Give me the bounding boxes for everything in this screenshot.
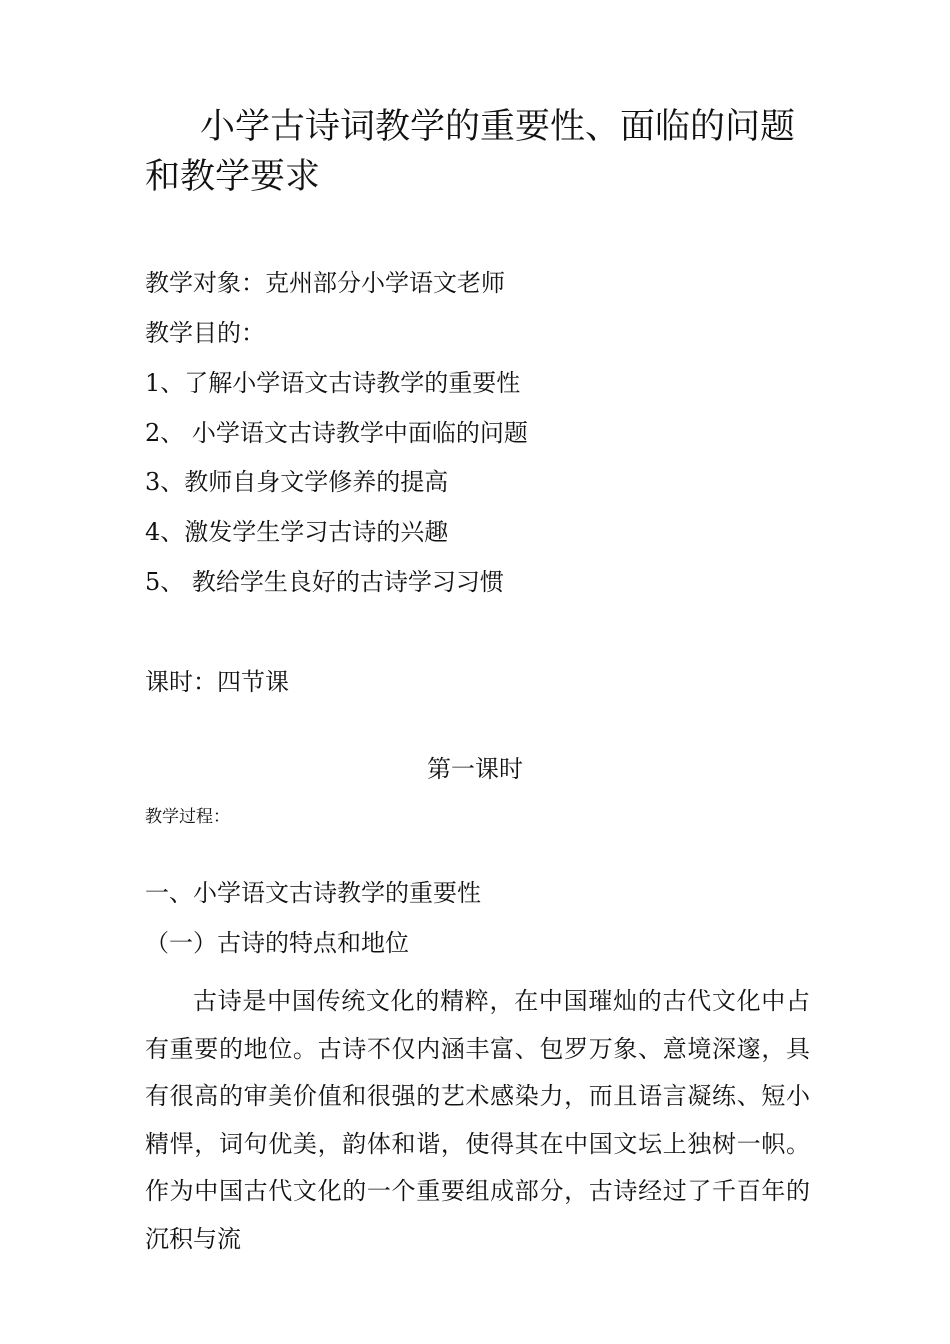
section-heading: 一、小学语文古诗教学的重要性	[145, 879, 481, 907]
lesson-title: 第一课时	[427, 755, 523, 783]
body-paragraph: 古诗是中国传统文化的精粹，在中国璀灿的古代文化中占有重要的地位。古诗不仅内涵丰富、包罗万象、意境深邃，具有很高的审美价值和很强的艺术感染力，而且语言凝练、短小精悍，词句优美，韵体和谐，使得其在中国文坛上独树一帜。作为中国古代文化的一个重要组成部分，古诗经过了千百年的沉积与流	[145, 987, 810, 1253]
process-label: 教学过程：	[145, 807, 230, 827]
teaching-audience: 教学对象：克州部分小学语文老师	[145, 269, 505, 297]
objective-item: 1、了解小学语文古诗教学的重要性	[145, 369, 521, 397]
subsection-heading: （一）古诗的特点和地位	[145, 929, 409, 957]
objective-item: 3、教师自身文学修养的提高	[145, 468, 449, 496]
objective-item: 5、 教给学生良好的古诗学习习惯	[145, 568, 504, 596]
class-hours: 课时：四节课	[145, 668, 289, 696]
objectives-heading: 教学目的：	[145, 319, 265, 347]
document-title: 小学古诗词教学的重要性、面临的问题和教学要求	[145, 107, 796, 197]
objective-item: 2、 小学语文古诗教学中面临的问题	[145, 419, 528, 447]
objective-item: 4、激发学生学习古诗的兴趣	[145, 518, 449, 546]
